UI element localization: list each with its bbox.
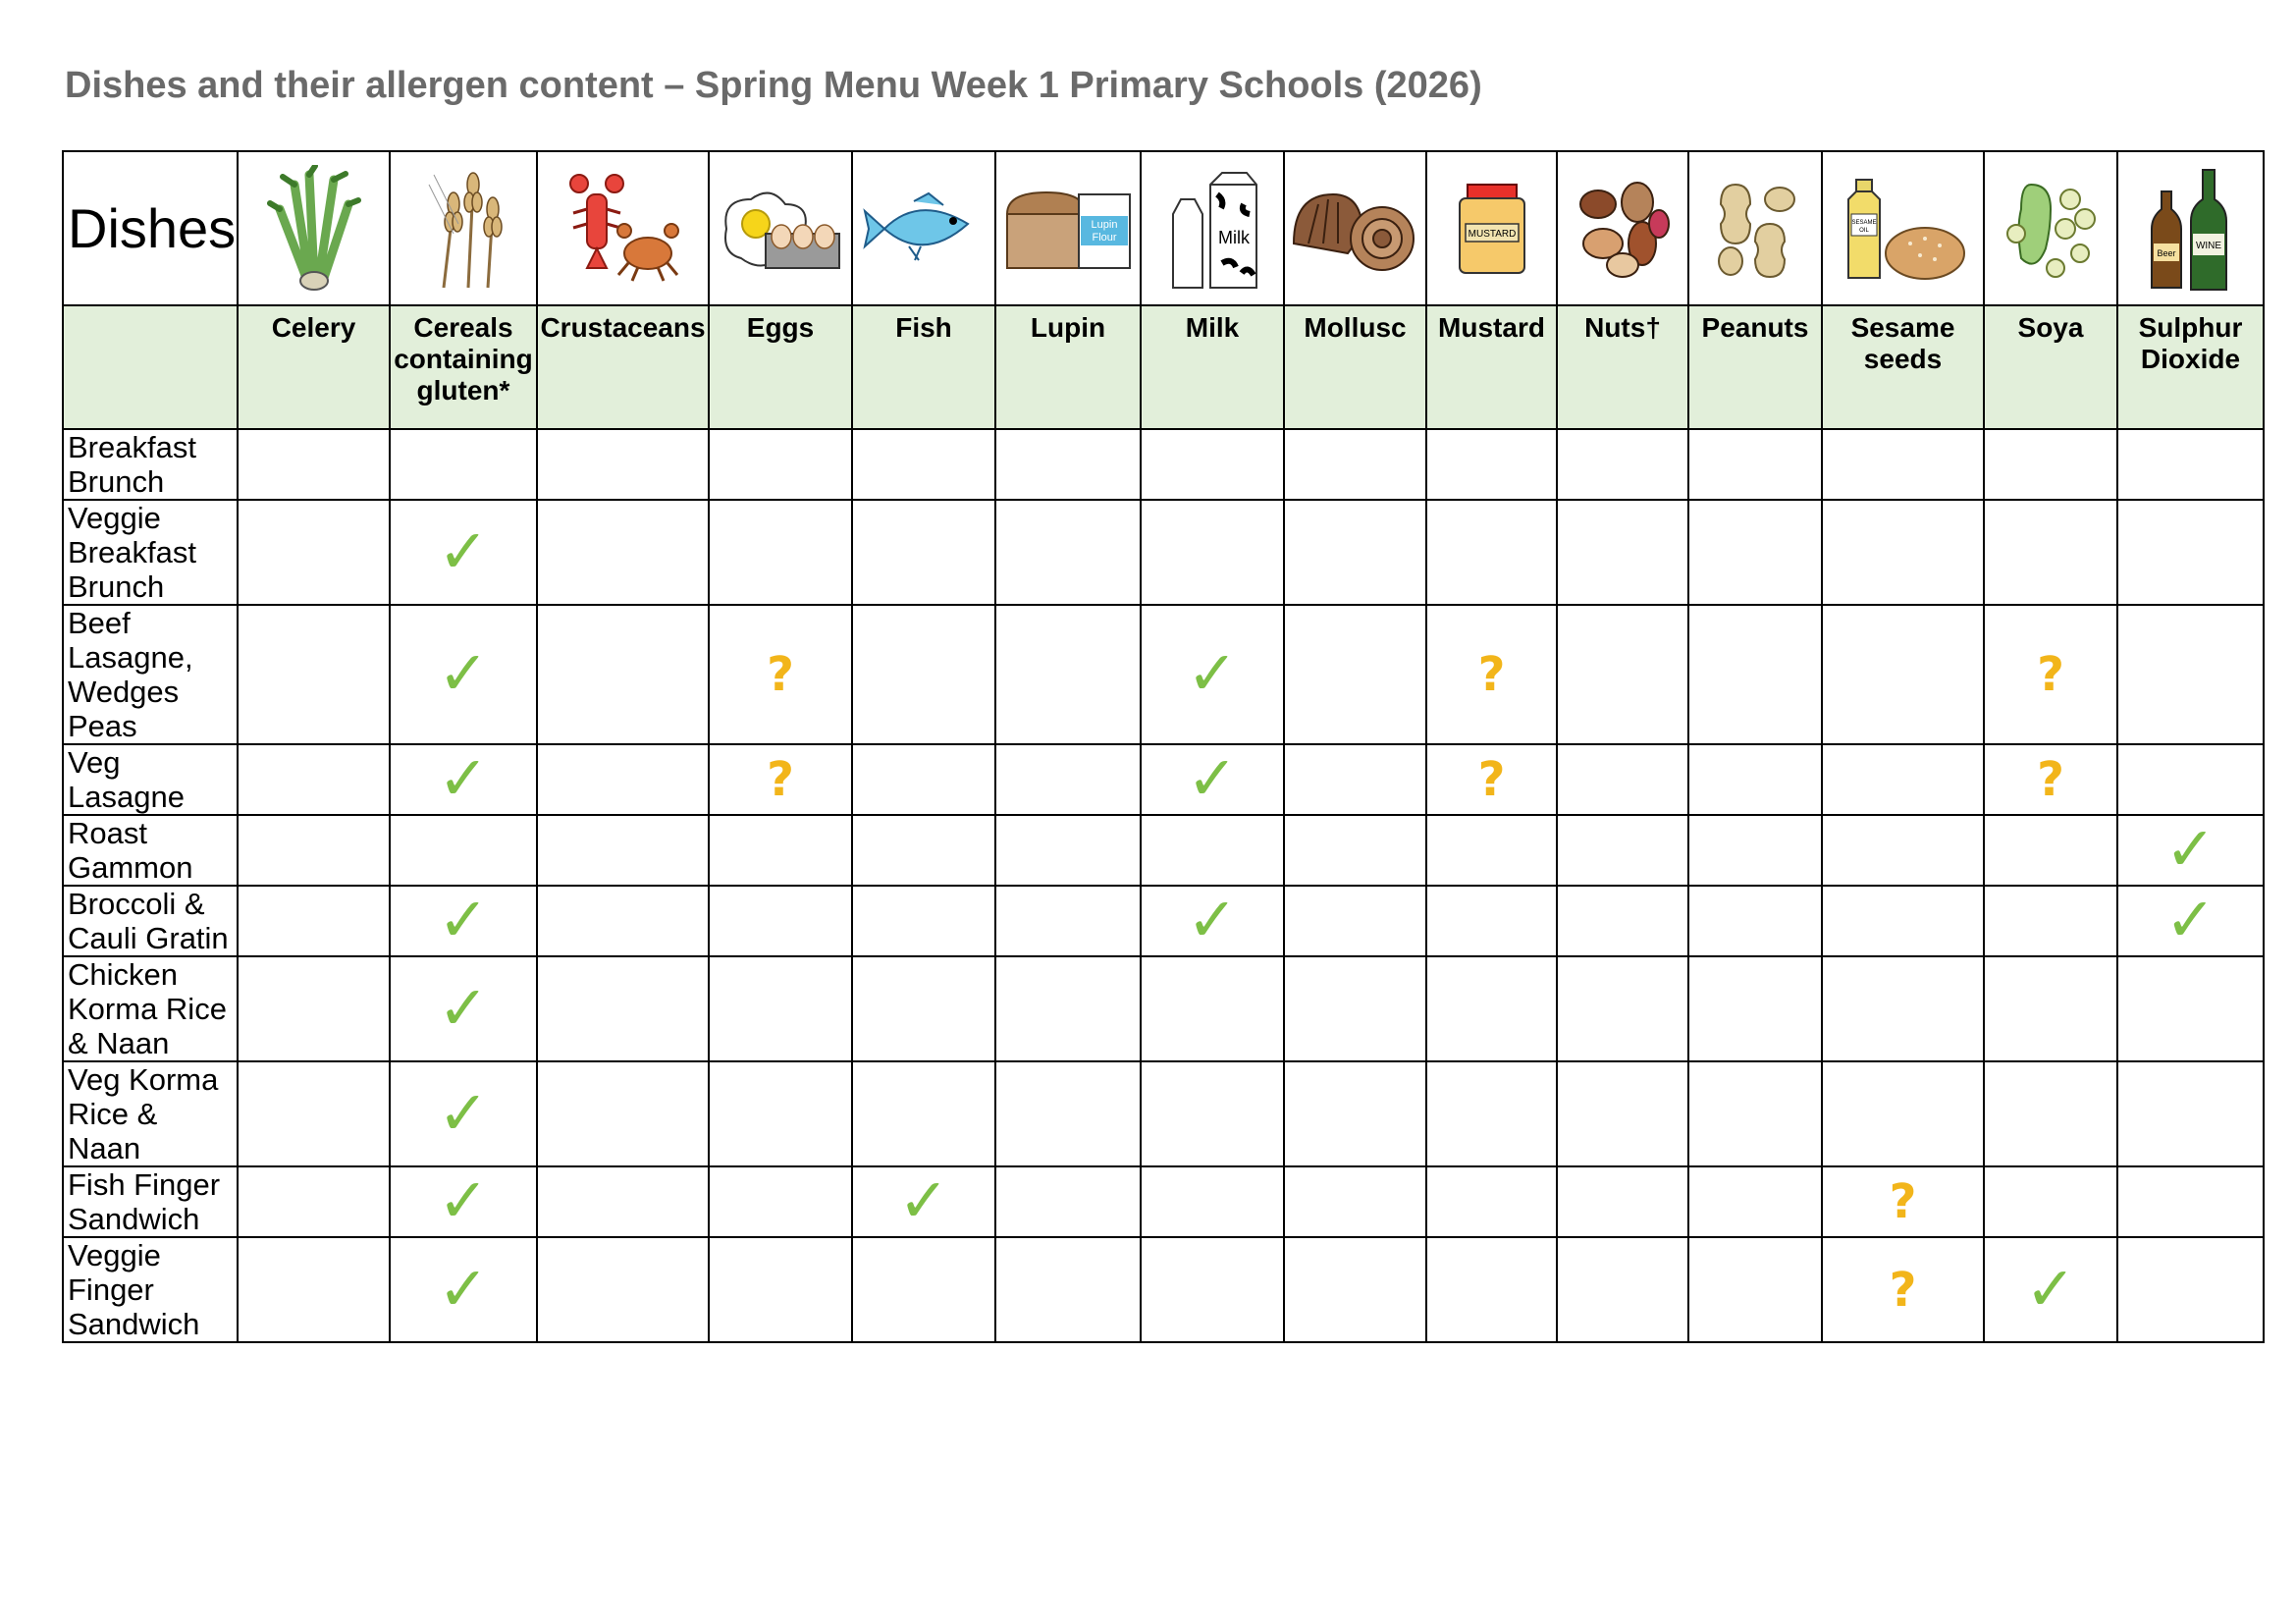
allergen-present-mark: ✓	[1984, 1237, 2117, 1342]
mustard-jar-icon	[1448, 180, 1536, 278]
allergen-label: Sulphur Dioxide	[2117, 305, 2264, 429]
empty-cell	[2117, 605, 2264, 744]
empty-cell	[1984, 1061, 2117, 1166]
empty-cell	[1426, 500, 1557, 605]
dish-name: Veggie Finger Sandwich	[63, 1237, 238, 1342]
table-row	[63, 956, 2264, 1061]
empty-cell	[1141, 500, 1284, 605]
empty-cell	[1557, 1166, 1688, 1237]
lupin-flour-icon	[1002, 185, 1135, 273]
empty-cell	[238, 886, 390, 956]
allergen-may-contain-mark: ?	[1426, 605, 1557, 744]
empty-cell	[537, 956, 709, 1061]
empty-cell	[1284, 1166, 1426, 1237]
table-row	[63, 605, 2264, 744]
wheat-icon	[414, 165, 512, 293]
empty-cell	[995, 1237, 1141, 1342]
empty-cell	[1141, 1166, 1284, 1237]
empty-cell	[2117, 429, 2264, 500]
empty-cell	[238, 1061, 390, 1166]
empty-cell	[1426, 886, 1557, 956]
allergen-present-mark: ✓	[390, 1061, 537, 1166]
sulphur-icon-text-2: WINE	[2195, 240, 2221, 251]
empty-cell	[537, 1061, 709, 1166]
milk-icon-cell	[1141, 151, 1284, 305]
empty-cell	[1284, 744, 1426, 815]
sesame-icon-cell	[1822, 151, 1984, 305]
allergen-label: Fish	[852, 305, 995, 429]
empty-cell	[1688, 605, 1822, 744]
dish-name: Beef Lasagne, Wedges Peas	[63, 605, 238, 744]
empty-cell	[2117, 1166, 2264, 1237]
empty-cell	[852, 956, 995, 1061]
fish-icon	[860, 189, 988, 268]
milk-icon-text: Milk	[1218, 227, 1250, 247]
empty-cell	[852, 744, 995, 815]
empty-cell	[1688, 500, 1822, 605]
table-row	[63, 744, 2264, 815]
allergen-table	[62, 150, 2265, 1343]
empty-cell	[1426, 1166, 1557, 1237]
table-row	[63, 429, 2264, 500]
empty-cell	[1141, 1237, 1284, 1342]
empty-cell	[1284, 605, 1426, 744]
celery-icon-cell	[238, 151, 390, 305]
empty-cell	[852, 429, 995, 500]
allergen-may-contain-mark: ?	[1822, 1237, 1984, 1342]
empty-cell	[1822, 815, 1984, 886]
dish-name: Roast Gammon	[63, 815, 238, 886]
allergen-present-mark: ✓	[1141, 744, 1284, 815]
empty-cell	[852, 886, 995, 956]
allergen-present-mark: ✓	[390, 1237, 537, 1342]
empty-cell	[1984, 815, 2117, 886]
allergen-present-mark: ✓	[390, 956, 537, 1061]
allergen-label: Mollusc	[1284, 305, 1426, 429]
dishes-header: Dishes	[63, 151, 238, 305]
empty-cell	[995, 744, 1141, 815]
allergen-label: Soya	[1984, 305, 2117, 429]
dish-name: Chicken Korma Rice & Naan	[63, 956, 238, 1061]
table-row	[63, 815, 2264, 886]
empty-cell	[709, 1237, 852, 1342]
empty-cell	[537, 605, 709, 744]
empty-cell	[1984, 429, 2117, 500]
soya-icon-cell	[1984, 151, 2117, 305]
allergen-present-mark: ✓	[390, 744, 537, 815]
empty-cell	[1822, 886, 1984, 956]
empty-cell	[1688, 744, 1822, 815]
icon-row	[63, 151, 2264, 305]
mustard-icon-cell	[1426, 151, 1557, 305]
empty-cell	[1557, 500, 1688, 605]
dish-name: Veg Lasagne	[63, 744, 238, 815]
lupin-icon-cell	[995, 151, 1141, 305]
crustaceans-icon-cell	[537, 151, 709, 305]
shells-icon	[1289, 185, 1421, 273]
empty-cell	[1688, 1237, 1822, 1342]
empty-cell	[238, 815, 390, 886]
empty-cell	[995, 500, 1141, 605]
empty-cell	[1984, 500, 2117, 605]
allergen-may-contain-mark: ?	[1426, 744, 1557, 815]
empty-cell	[537, 1166, 709, 1237]
allergen-label: Eggs	[709, 305, 852, 429]
table-row	[63, 1166, 2264, 1237]
empty-cell	[1557, 429, 1688, 500]
sesame-oil-bun-icon	[1837, 175, 1969, 283]
allergen-present-mark: ✓	[2117, 886, 2264, 956]
empty-cell	[2117, 956, 2264, 1061]
empty-cell	[238, 500, 390, 605]
allergen-may-contain-mark: ?	[1984, 744, 2117, 815]
empty-cell	[995, 429, 1141, 500]
fish-icon-cell	[852, 151, 995, 305]
empty-cell	[1557, 1237, 1688, 1342]
allergen-present-mark: ✓	[2117, 815, 2264, 886]
allergen-label-row	[63, 305, 2264, 429]
lupin-icon-text-2: Flour	[1091, 231, 1117, 244]
empty-cell	[1688, 956, 1822, 1061]
empty-cell	[537, 886, 709, 956]
empty-cell	[238, 1237, 390, 1342]
eggs-icon	[717, 180, 844, 278]
empty-cell	[1557, 815, 1688, 886]
allergen-present-mark: ✓	[390, 886, 537, 956]
table-row	[63, 1061, 2264, 1166]
empty-cell	[238, 956, 390, 1061]
peanuts-icon	[1701, 175, 1809, 283]
page-title: Dishes and their allergen content – Spring Menu Week 1 Primary Schools (2026)	[65, 65, 1482, 106]
table-row	[63, 886, 2264, 956]
empty-cell	[852, 815, 995, 886]
allergen-may-contain-mark: ?	[1984, 605, 2117, 744]
empty-cell	[1822, 956, 1984, 1061]
empty-cell	[852, 500, 995, 605]
empty-cell	[709, 815, 852, 886]
allergen-may-contain-mark: ?	[709, 605, 852, 744]
empty-cell	[709, 1166, 852, 1237]
mustard-icon-text: MUSTARD	[1468, 228, 1516, 240]
empty-cell	[238, 1166, 390, 1237]
empty-cell	[2117, 1237, 2264, 1342]
empty-cell	[1688, 1166, 1822, 1237]
allergen-label: Nuts†	[1557, 305, 1688, 429]
empty-cell	[709, 1061, 852, 1166]
empty-cell	[1822, 744, 1984, 815]
empty-cell	[995, 886, 1141, 956]
empty-cell	[1141, 429, 1284, 500]
empty-cell	[852, 1061, 995, 1166]
empty-cell	[1688, 429, 1822, 500]
empty-cell	[1688, 886, 1822, 956]
empty-cell	[995, 1061, 1141, 1166]
empty-cell	[709, 500, 852, 605]
empty-cell	[1284, 815, 1426, 886]
milk-icon	[1163, 165, 1261, 293]
empty-cell	[852, 605, 995, 744]
empty-cell	[537, 429, 709, 500]
sulphur-icon-cell	[2117, 151, 2264, 305]
allergen-label: Sesame seeds	[1822, 305, 1984, 429]
dish-name: Breakfast Brunch	[63, 429, 238, 500]
allergen-label: Lupin	[995, 305, 1141, 429]
nuts-icon-cell	[1557, 151, 1688, 305]
empty-cell	[2117, 744, 2264, 815]
empty-cell	[1557, 744, 1688, 815]
empty-cell	[1284, 429, 1426, 500]
empty-cell	[995, 815, 1141, 886]
empty-cell	[1822, 605, 1984, 744]
allergen-present-mark: ✓	[390, 500, 537, 605]
sulphur-icon-text-1: Beer	[2156, 247, 2176, 258]
empty-cell	[537, 815, 709, 886]
empty-cell	[1557, 886, 1688, 956]
empty-cell	[995, 605, 1141, 744]
empty-cell	[238, 744, 390, 815]
empty-cell	[537, 1237, 709, 1342]
allergen-present-mark: ✓	[390, 605, 537, 744]
empty-cell	[390, 429, 537, 500]
empty-cell	[709, 429, 852, 500]
nuts-icon	[1569, 175, 1677, 283]
empty-cell	[1284, 956, 1426, 1061]
allergen-label: Peanuts	[1688, 305, 1822, 429]
allergen-label: Milk	[1141, 305, 1284, 429]
allergen-may-contain-mark: ?	[709, 744, 852, 815]
empty-cell	[1557, 1061, 1688, 1166]
empty-cell	[390, 815, 537, 886]
empty-cell	[1284, 1237, 1426, 1342]
table-row	[63, 1237, 2264, 1342]
sesame-icon-text-2: OIL	[1859, 227, 1869, 234]
allergen-present-mark: ✓	[852, 1166, 995, 1237]
empty-cell	[1426, 956, 1557, 1061]
celery-icon	[265, 165, 363, 293]
peanuts-icon-cell	[1688, 151, 1822, 305]
empty-cell	[1984, 886, 2117, 956]
dish-name: Broccoli & Cauli Gratin	[63, 886, 238, 956]
empty-cell	[709, 886, 852, 956]
empty-cell	[238, 429, 390, 500]
eggs-icon-cell	[709, 151, 852, 305]
allergen-present-mark: ✓	[1141, 605, 1284, 744]
sesame-icon-text-1: SESAME	[1851, 219, 1877, 226]
allergen-label: Mustard	[1426, 305, 1557, 429]
empty-cell	[1557, 605, 1688, 744]
empty-cell	[995, 1166, 1141, 1237]
empty-cell	[1822, 500, 1984, 605]
empty-cell	[852, 1237, 995, 1342]
empty-cell	[537, 500, 709, 605]
dish-name: Veg Korma Rice & Naan	[63, 1061, 238, 1166]
allergen-present-mark: ✓	[1141, 886, 1284, 956]
allergen-present-mark: ✓	[390, 1166, 537, 1237]
empty-cell	[1284, 500, 1426, 605]
mollusc-icon-cell	[1284, 151, 1426, 305]
empty-cell	[1426, 1061, 1557, 1166]
empty-cell	[1822, 1061, 1984, 1166]
empty-cell	[1284, 1061, 1426, 1166]
empty-cell	[537, 744, 709, 815]
empty-corner-cell	[63, 305, 238, 429]
empty-cell	[1426, 1237, 1557, 1342]
empty-cell	[238, 605, 390, 744]
allergen-label: Crustaceans	[537, 305, 709, 429]
empty-cell	[1984, 1166, 2117, 1237]
lupin-icon-text-1: Lupin	[1091, 218, 1117, 231]
allergen-label: Celery	[238, 305, 390, 429]
empty-cell	[1688, 815, 1822, 886]
dish-name: Veggie Breakfast Brunch	[63, 500, 238, 605]
empty-cell	[1688, 1061, 1822, 1166]
empty-cell	[1141, 815, 1284, 886]
empty-cell	[1141, 1061, 1284, 1166]
empty-cell	[2117, 1061, 2264, 1166]
empty-cell	[1284, 886, 1426, 956]
wheat-icon-cell	[390, 151, 537, 305]
empty-cell	[1426, 815, 1557, 886]
empty-cell	[2117, 500, 2264, 605]
dish-name: Fish Finger Sandwich	[63, 1166, 238, 1237]
beer-wine-bottles-icon	[2142, 165, 2240, 293]
empty-cell	[1822, 429, 1984, 500]
soya-beans-icon	[2002, 175, 2100, 283]
empty-cell	[1426, 429, 1557, 500]
allergen-label: Cereals containing gluten*	[390, 305, 537, 429]
allergen-may-contain-mark: ?	[1822, 1166, 1984, 1237]
empty-cell	[1984, 956, 2117, 1061]
empty-cell	[709, 956, 852, 1061]
empty-cell	[1141, 956, 1284, 1061]
lobster-crab-icon	[560, 170, 687, 288]
empty-cell	[995, 956, 1141, 1061]
table-row	[63, 500, 2264, 605]
empty-cell	[1557, 956, 1688, 1061]
